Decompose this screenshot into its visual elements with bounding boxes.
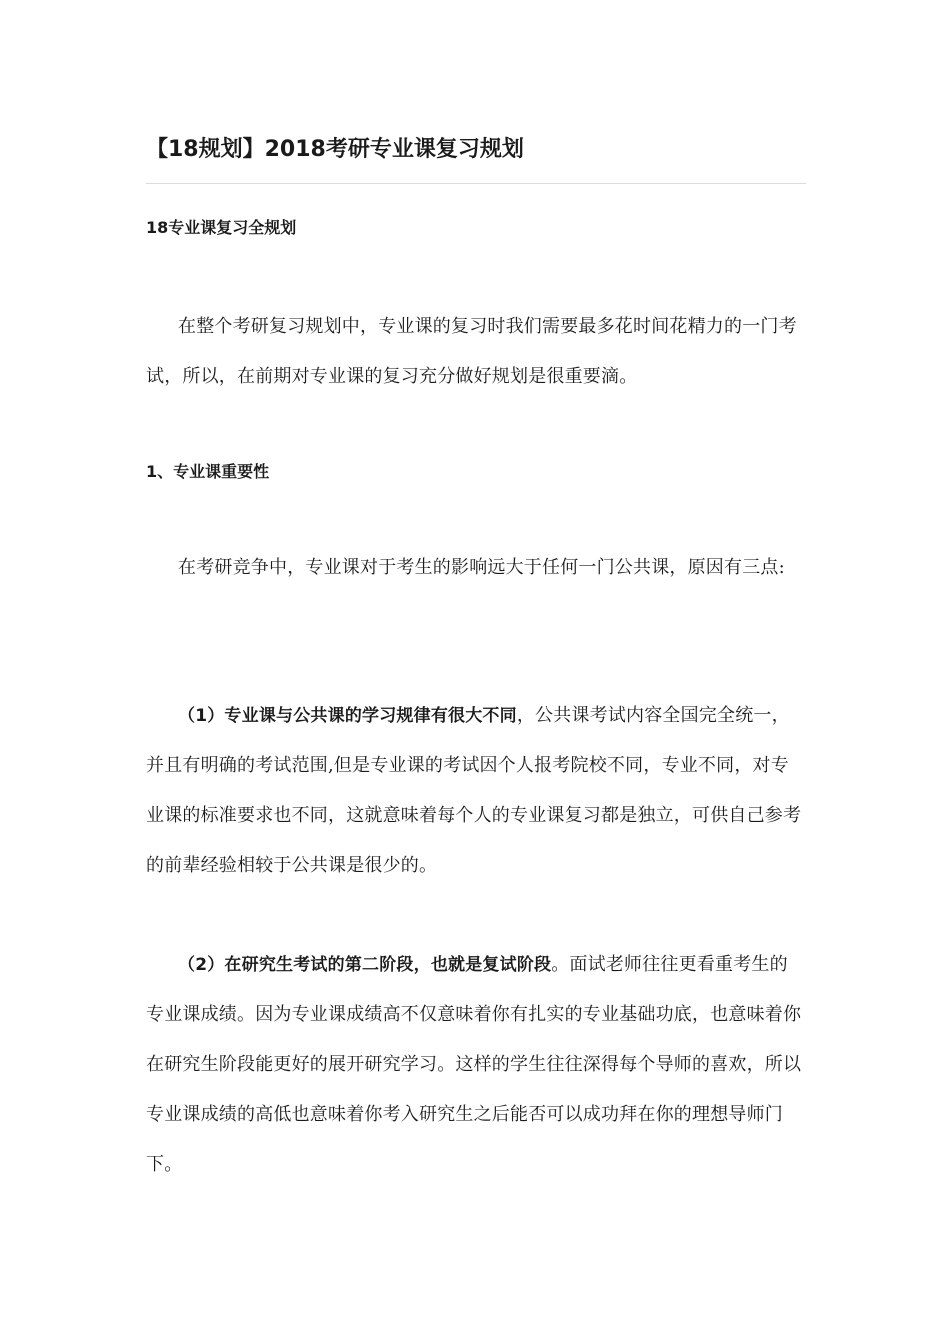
point-2-body: 。面试老师往往更看重考生的专业课成绩。因为专业课成绩高不仅意味着你有扎实的专业基础功底，也意味着你在研究生阶段能更好的展开研究学习。这样的学生往往深得每个导师的喜欢，所以专业课成绩的高低也意味着你考入研究生之后能否可以成功拜在你的理想导师门下。 (146, 954, 802, 1175)
point-1-body: ，公共课考试内容全国完全统一，并且有明确的考试范围,但是专业课的考试因个人报考院校不同，专业不同，对专业课的标准要求也不同，这就意味着每个人的专业课复习都是独立，可供自己参考的前辈经验相较于公共课是很少的。 (146, 705, 802, 876)
point-1-lead: （1）专业课与公共课的学习规律有很大不同 (178, 706, 517, 726)
article-title: 【18规划】2018考研专业课复习规划 (146, 137, 524, 162)
section-heading-importance: 1、专业课重要性 (146, 462, 270, 481)
point-2-lead: （2）在研究生考试的第二阶段，也就是复试阶段 (178, 955, 552, 975)
point-2-paragraph (146, 940, 806, 1190)
title-divider (146, 183, 806, 184)
article-subtitle: 18专业课复习全规划 (146, 218, 297, 237)
section-intro-paragraph: 在考研竞争中，专业课对于考生的影响远大于任何一门公共课，原因有三点: (178, 557, 785, 578)
intro-paragraph: 在整个考研复习规划中，专业课的复习时我们需要最多花时间花精力的一门考试，所以，在前期对专业课的复习充分做好规划是很重要滴。 (146, 316, 797, 387)
point-1-paragraph (146, 691, 806, 891)
